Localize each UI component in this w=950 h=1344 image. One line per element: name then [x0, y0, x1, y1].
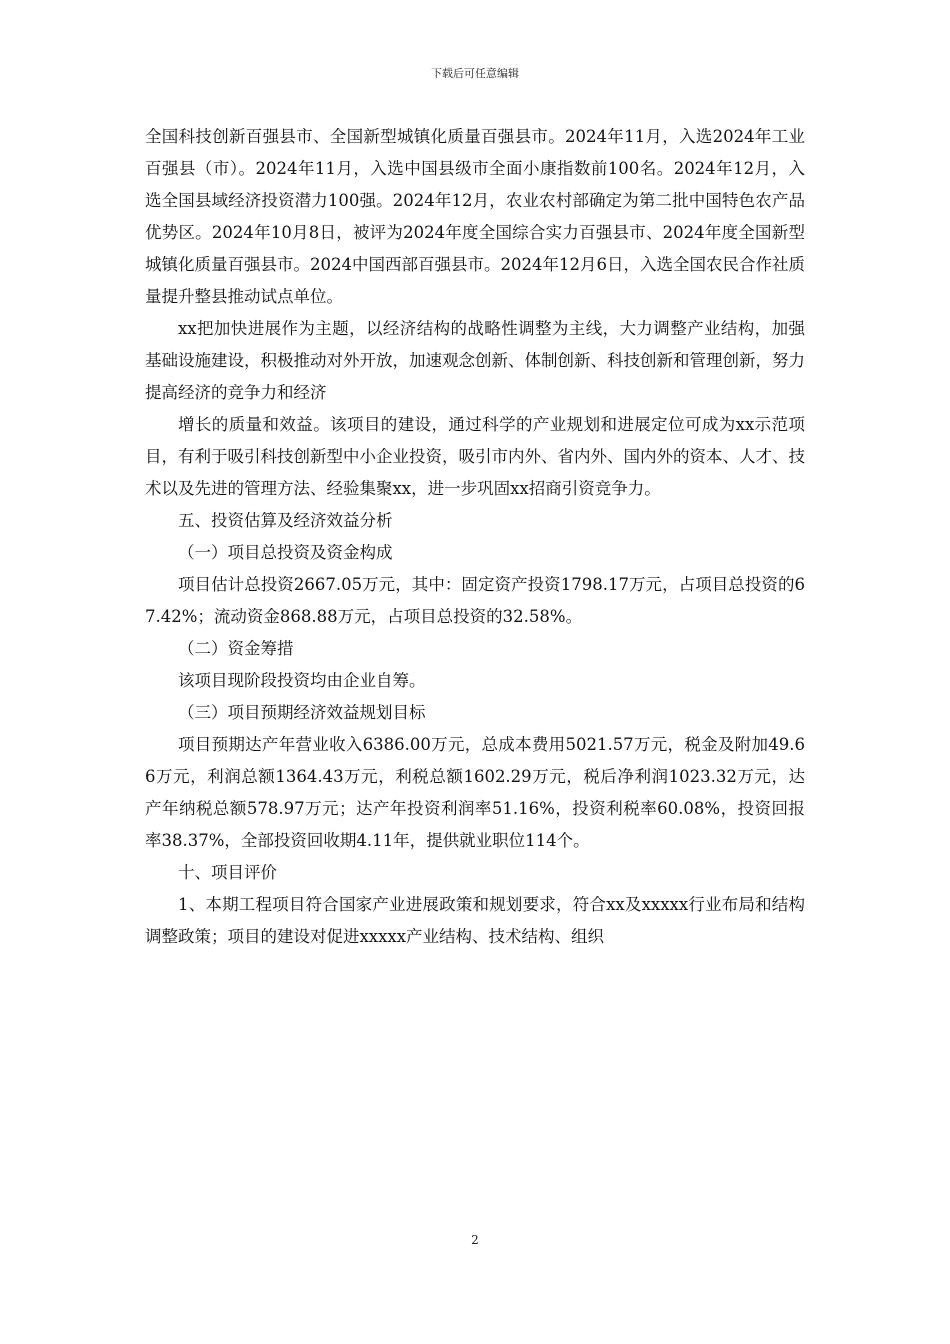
paragraph-evaluation-1: 1、本期工程项目符合国家产业进展政策和规划要求，符合xx及xxxxx行业布局和结构调整政策；项目的建设对促进xxxxx产业结构、技术结构、组织: [145, 895, 805, 946]
section-heading-investment: 五、投资估算及经济效益分析: [178, 511, 393, 530]
subheading-economic-targets: （三）项目预期经济效益规划目标: [178, 703, 426, 722]
subheading-total-investment: （一）项目总投资及资金构成: [178, 543, 393, 562]
section-heading-evaluation: 十、项目评价: [178, 863, 277, 882]
document-body: [145, 121, 805, 953]
page-number: 2: [471, 1233, 479, 1247]
paragraph-economic-targets: 项目预期达产年营业收入6386.00万元，总成本费用5021.57万元，税金及附加49.66万元，利润总额1364.43万元，利税总额1602.29万元，税后净利润1023.32万元，达产年纳税总额578.97万元；达产年投资利润率51.16%，投资利税率60.08%，投资回报率38.37%，全部投资回收期4.11年，提供就业职位114个。: [145, 735, 805, 850]
page-header: 下载后可任意编辑: [431, 67, 519, 80]
paragraph-rankings: 全国科技创新百强县市、全国新型城镇化质量百强县市。2024年11月，入选2024年工业百强县（市）。2024年11月，入选中国县级市全面小康指数前100名。2024年12月，入选全国县域经济投资潜力100强。2024年12月，农业农村部确定为第二批中国特色农产品优势区。2024年10月8日，被评为2024年度全国综合实力百强县市、2024年度全国新型城镇化质量百强县市。2024中国西部百强县市。2024年12月6日，入选全国农民合作社质量提升整县推动试点单位。: [145, 127, 805, 306]
paragraph-total-investment: 项目估计总投资2667.05万元，其中：固定资产投资1798.17万元，占项目总投资的67.42%；流动资金868.88万元，占项目总投资的32.58%。: [145, 575, 805, 626]
subheading-funding: （二）资金筹措: [178, 639, 294, 658]
paragraph-project-benefits: 增长的质量和效益。该项目的建设，通过科学的产业规划和进展定位可成为xx示范项目，有利于吸引科技创新型中小企业投资，吸引市内外、省内外、国内外的资本、人才、技术以及先进的管理方法、经验集聚xx，进一步巩固xx招商引资竞争力。: [145, 415, 805, 498]
paragraph-development-theme: xx把加快进展作为主题，以经济结构的战略性调整为主线，大力调整产业结构，加强基础设施建设，积极推动对外开放，加速观念创新、体制创新、科技创新和管理创新，努力提高经济的竞争力和经济: [145, 319, 805, 402]
paragraph-funding: 该项目现阶段投资均由企业自筹。: [178, 671, 426, 690]
